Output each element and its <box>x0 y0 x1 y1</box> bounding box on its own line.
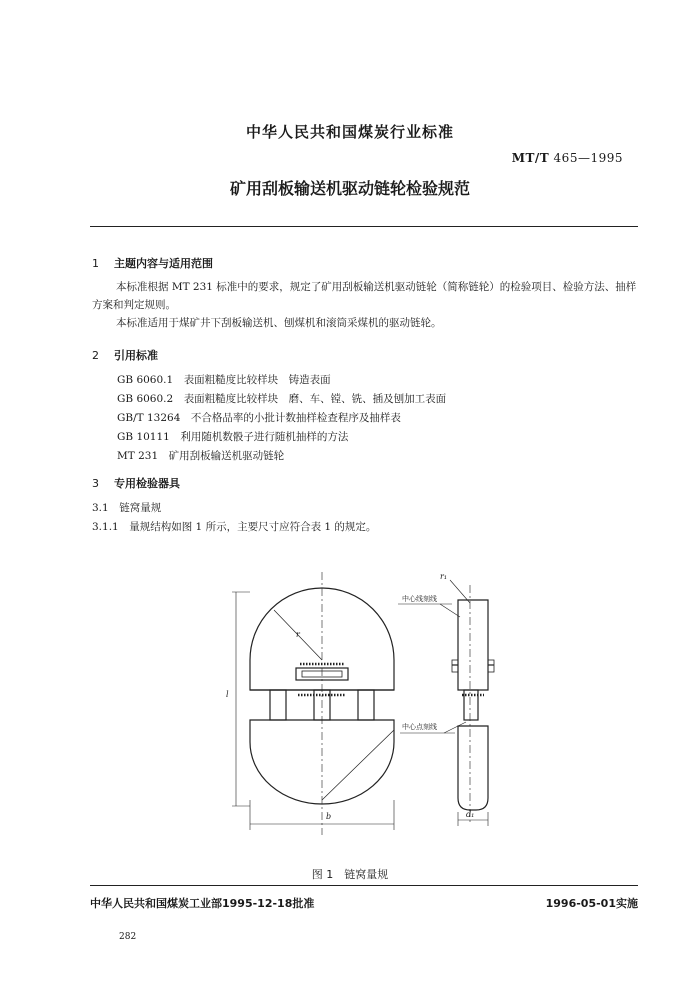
section-1-body <box>92 278 640 332</box>
reference-item <box>117 410 401 425</box>
chain-pocket-gauge-figure <box>220 570 520 840</box>
subsection-3-1-title: 链窝量规 <box>119 502 162 514</box>
section-1-paragraph-2: 本标准适用于煤矿井下刮板输送机、刨煤机和滚筒采煤机的驱动链轮。 <box>116 317 442 329</box>
effective-date: 1996-05-01实施 <box>545 897 638 910</box>
reference-title: 表面粗糙度比较样块 铸造表面 <box>183 374 331 386</box>
side-view-lower <box>458 726 488 810</box>
subsection-3-1 <box>92 500 161 515</box>
section-1-number: 1 <box>92 257 99 270</box>
issue-approval: 中华人民共和国煤炭工业部1995-12-18批准 <box>90 897 315 910</box>
section-2-number: 2 <box>92 349 99 362</box>
standard-code-prefix: MT/T <box>511 151 550 165</box>
section-1-title: 主题内容与适用范围 <box>114 257 213 270</box>
reference-title: 利用随机数骰子进行随机抽样的方法 <box>180 431 349 443</box>
center-point-label: 中心点刻线 <box>402 723 437 731</box>
subsection-3-1-1-text: 量规结构如图 1 所示，主要尺寸应符合表 1 的规定。 <box>129 521 377 533</box>
label-l: l <box>226 690 229 699</box>
section-3-title: 专用检验器具 <box>114 477 180 490</box>
page-number: 282 <box>119 932 137 942</box>
section-2-title: 引用标准 <box>114 349 158 362</box>
figure-caption: 图 1 链窝量规 <box>311 868 389 881</box>
subsection-3-1-1-number: 3.1.1 <box>92 521 119 533</box>
reference-code: MT 231 <box>117 450 159 462</box>
center-line-label: 中心线刻线 <box>402 595 437 603</box>
header-rule <box>90 226 638 227</box>
reference-item <box>117 391 446 406</box>
subsection-3-1-1 <box>92 519 376 534</box>
reference-item <box>117 429 348 444</box>
label-b: b <box>326 812 332 821</box>
section-1-heading <box>92 255 213 271</box>
label-r: r <box>296 630 300 639</box>
section-2-heading <box>92 347 158 363</box>
section-3-number: 3 <box>92 477 99 490</box>
section-3-heading <box>92 475 180 491</box>
standard-code <box>512 151 623 165</box>
label-d1: d₁ <box>466 810 475 819</box>
reference-item <box>117 372 331 387</box>
reference-title: 矿用刮板输送机驱动链轮 <box>168 450 285 462</box>
reference-title: 不合格品率的小批计数抽样检查程序及抽样表 <box>190 412 401 424</box>
reference-code: GB 6060.1 <box>117 374 174 386</box>
reference-code: GB/T 13264 <box>117 412 181 424</box>
section-1-paragraph-1: 本标准根据 MT 231 标准中的要求，规定了矿用刮板输送机驱动链轮（简称链轮）的检验项目、检验方法、抽样方案和判定规则。 <box>92 281 637 311</box>
footer-rule <box>90 885 638 886</box>
subsection-3-1-number: 3.1 <box>92 502 109 514</box>
label-r1: r₁ <box>440 572 448 581</box>
reference-title: 表面粗糙度比较样块 磨、车、镗、铣、插及刨加工表面 <box>183 393 447 405</box>
side-view-upper <box>458 600 488 690</box>
standard-organization: 中华人民共和国煤炭行业标准 <box>245 123 454 141</box>
standard-code-number: 465—1995 <box>553 151 623 165</box>
document-title: 矿用刮板输送机驱动链轮检验规范 <box>229 179 470 198</box>
reference-code: GB 10111 <box>117 431 170 443</box>
reference-code: GB 6060.2 <box>117 393 174 405</box>
reference-item <box>117 448 284 463</box>
